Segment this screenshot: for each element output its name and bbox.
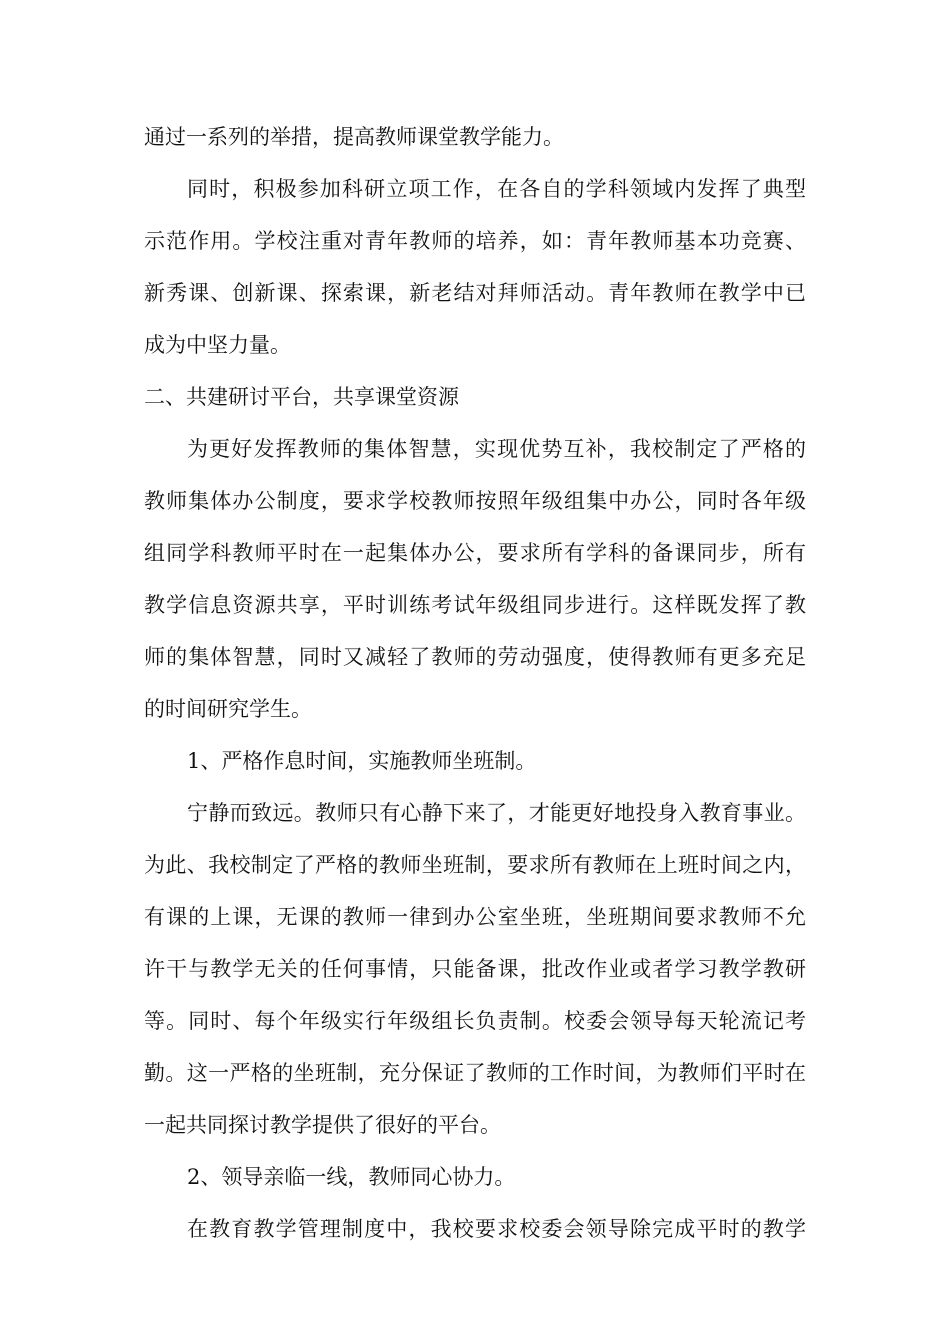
- text-line: 等。同时、每个年级实行年级组长负责制。校委会领导每天轮流记考: [144, 1009, 806, 1033]
- paragraph-first-line: 为更好发挥教师的集体智慧，实现优势互补，我校制定了严格的: [187, 437, 806, 461]
- text-line: 许干与教学无关的任何事情，只能备课，批改作业或者学习教学教研: [144, 957, 806, 981]
- text-line: 为此、我校制定了严格的教师坐班制，要求所有教师在上班时间之内，: [144, 853, 806, 877]
- text-line: 师的集体智慧，同时又减轻了教师的劳动强度，使得教师有更多充足: [144, 645, 806, 669]
- paragraph-first-line: 在教育教学管理制度中，我校要求校委会领导除完成平时的教学: [187, 1217, 806, 1241]
- text-line: 新秀课、创新课、探索课，新老结对拜师活动。青年教师在教学中已: [144, 281, 806, 305]
- text-line: 成为中坚力量。: [144, 333, 291, 357]
- text-line: 的时间研究学生。: [144, 697, 312, 721]
- text-line: 通过一系列的举措，提高教师课堂教学能力。: [144, 125, 564, 149]
- text-line: 示范作用。学校注重对青年教师的培养，如：青年教师基本功竞赛、: [144, 229, 806, 253]
- subsection-heading: 2、领导亲临一线，教师同心协力。: [187, 1165, 516, 1189]
- text-line: 勤。这一严格的坐班制，充分保证了教师的工作时间，为教师们平时在: [144, 1061, 806, 1085]
- text-line: 一起共同探讨教学提供了很好的平台。: [144, 1113, 501, 1137]
- text-line: 教学信息资源共享，平时训练考试年级组同步进行。这样既发挥了教: [144, 593, 806, 617]
- text-line: 教师集体办公制度，要求学校教师按照年级组集中办公，同时各年级: [144, 489, 806, 513]
- section-heading: 二、共建研讨平台，共享课堂资源: [144, 385, 459, 409]
- text-line: 有课的上课，无课的教师一律到办公室坐班，坐班期间要求教师不允: [144, 905, 806, 929]
- text-line: 组同学科教师平时在一起集体办公，要求所有学科的备课同步，所有: [144, 541, 806, 565]
- subsection-heading: 1、严格作息时间，实施教师坐班制。: [187, 749, 537, 773]
- paragraph-first-line: 同时，积极参加科研立项工作，在各自的学科领域内发挥了典型: [187, 177, 806, 201]
- paragraph-first-line: 宁静而致远。教师只有心静下来了，才能更好地投身入教育事业。: [187, 801, 806, 825]
